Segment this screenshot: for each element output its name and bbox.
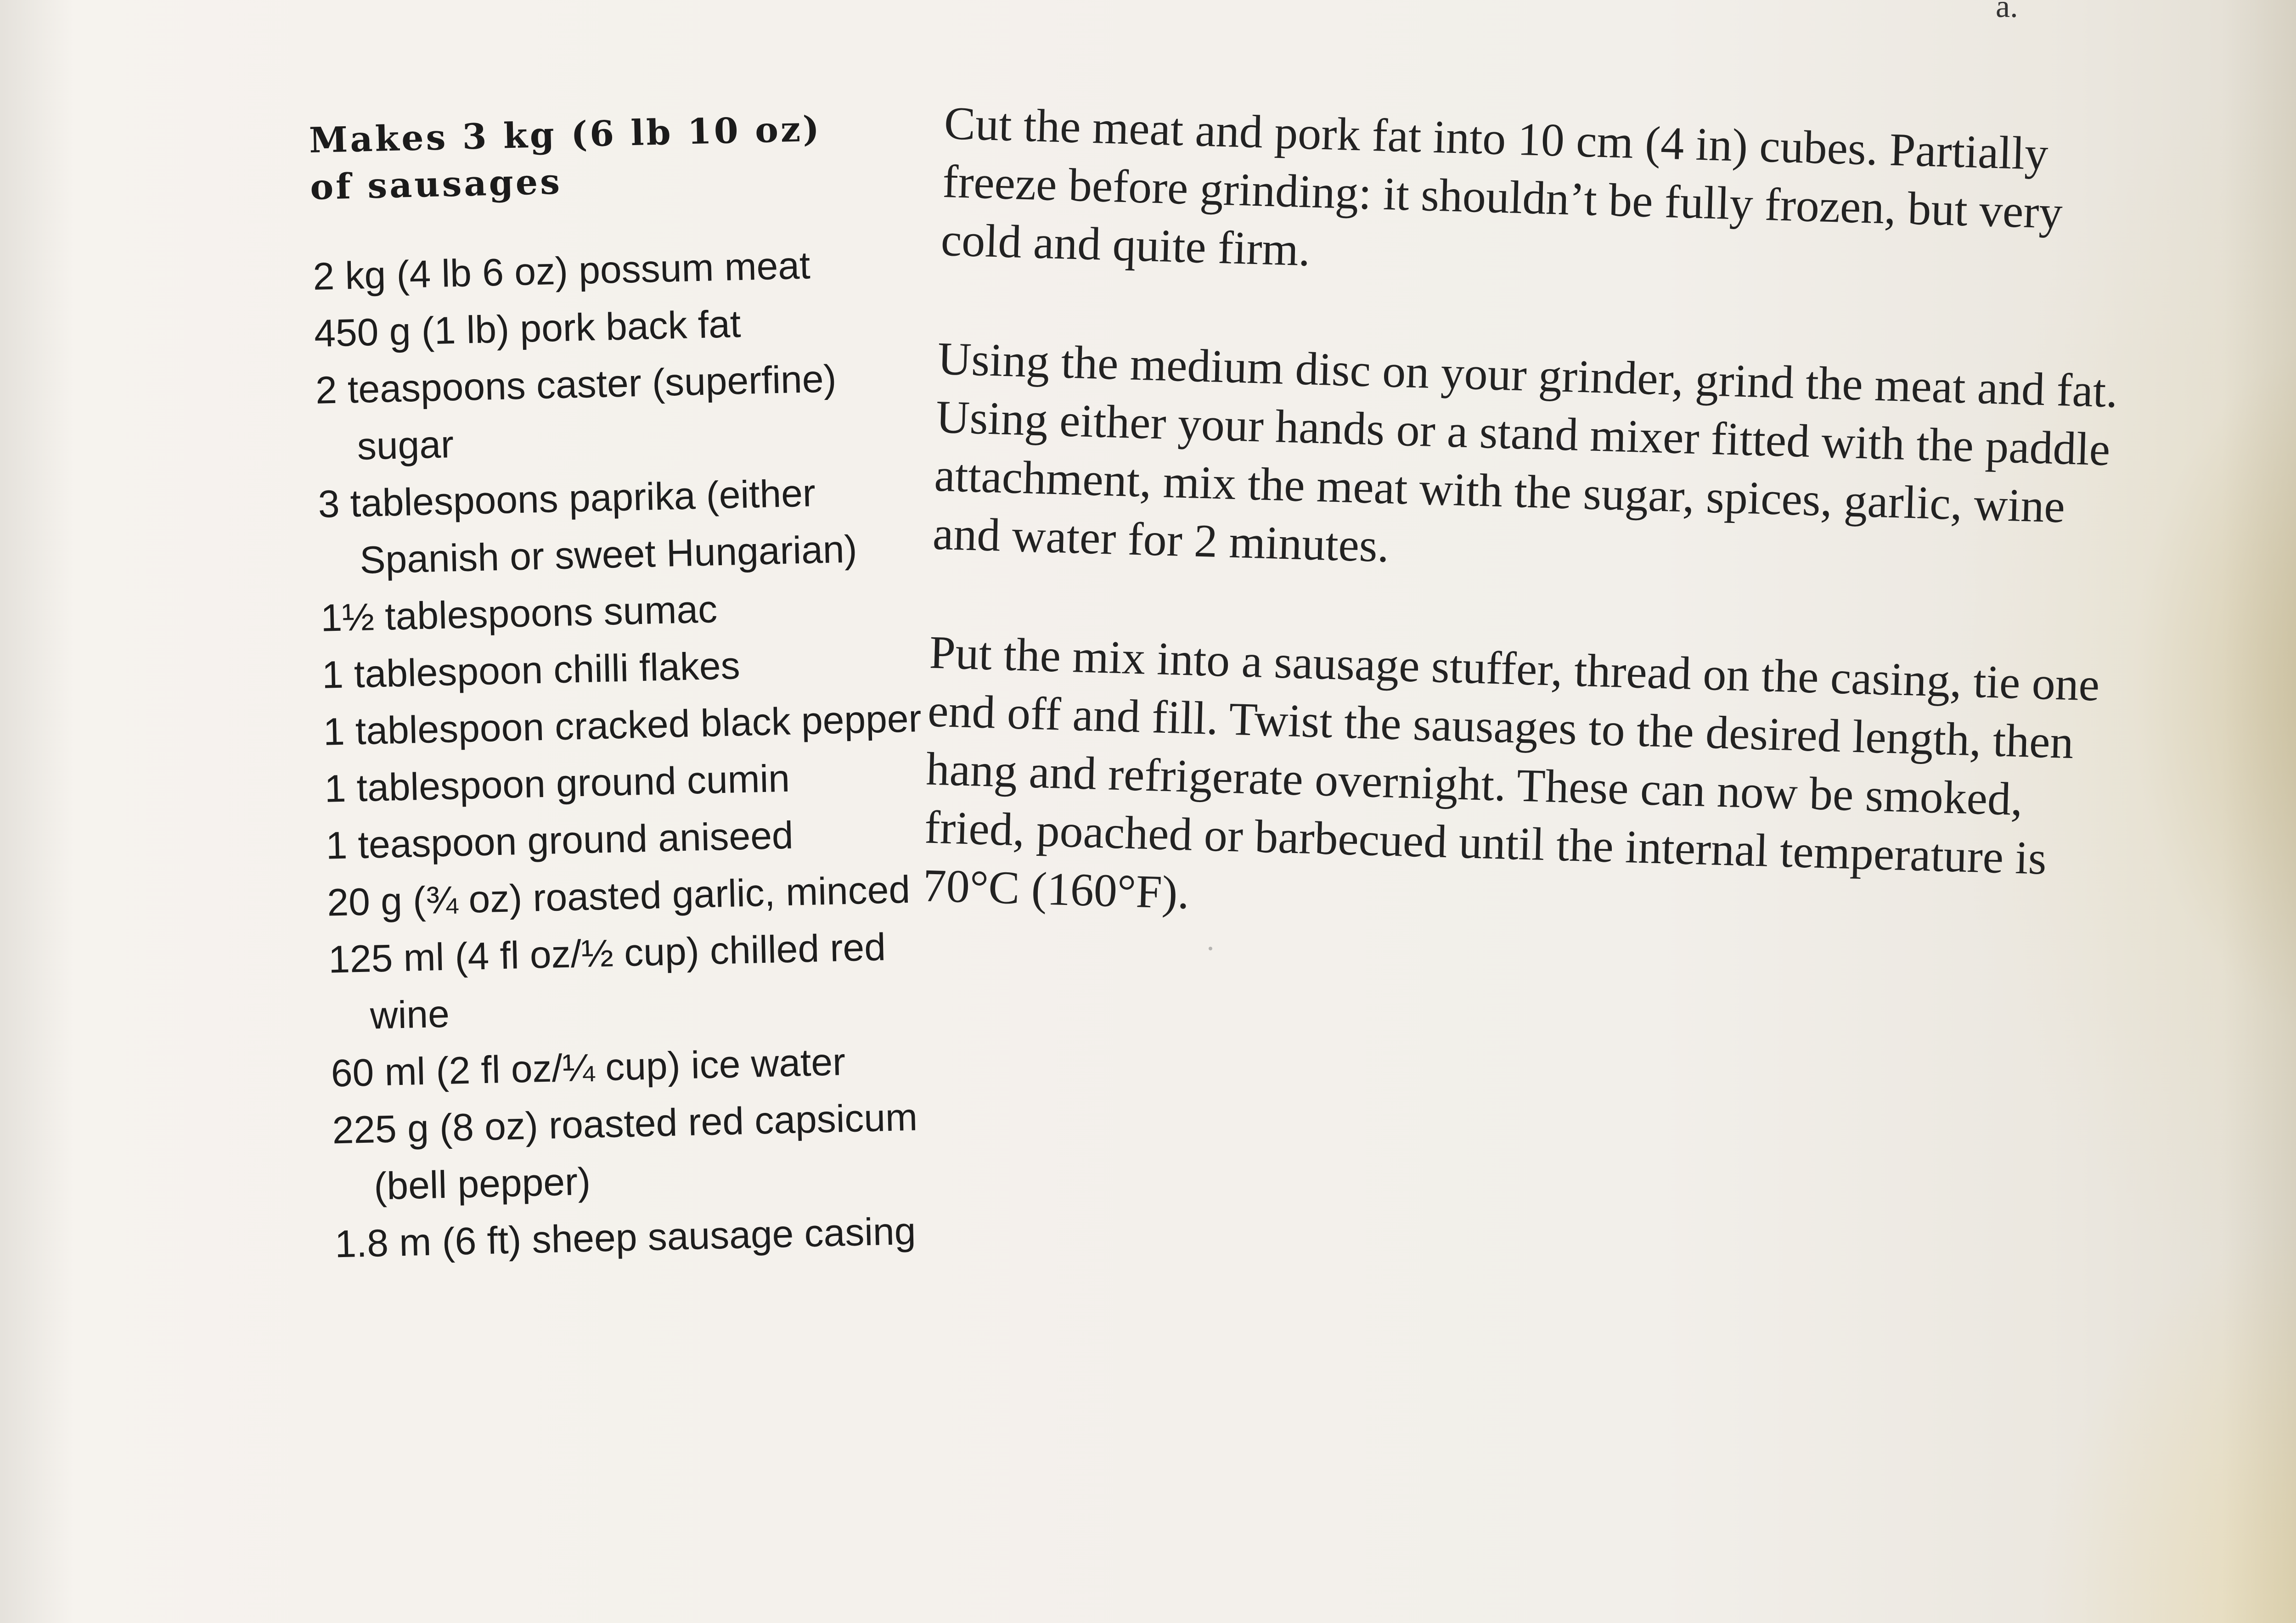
recipe-yield-line-2: of sausages <box>310 161 563 208</box>
ingredient-item: 60 ml (2 fl oz/¼ cup) ice water <box>330 1040 846 1095</box>
page-shadow-left <box>0 0 73 1623</box>
page-shadow-right <box>2222 0 2296 1623</box>
method-paragraph-2: Using the medium disc on your grinder, grind the meat and fat. Using either your hands or a stand mixer fitted with the paddle attachment, mix the meat with the sugar, spices, garlic, wine and water for 2 minutes. <box>932 332 2119 573</box>
ingredient-item: 1 tablespoon chilli flakes <box>321 644 741 696</box>
ingredient-item: 1 tablespoon ground cumin <box>324 756 790 810</box>
ingredient-item: 1½ tablespoons sumac <box>320 587 718 640</box>
ingredient-item: 1 tablespoon cracked black pepper <box>322 696 922 753</box>
method-paragraph-3: Put the mix into a sausage stuffer, thread on the casing, tie one end off and fill. Twist the sausages to the desired length, then hang and refrigerate overnight. These can now be smoked, fried, poached or barbecued until the internal temperature is 70°C (160°F). <box>922 626 2100 919</box>
ingredient-item: 2 teaspoons caster (superfine) sugar <box>315 357 837 468</box>
ingredient-item: 3 tablespoons paprika (either Spanish or sweet Hungarian) <box>317 471 858 582</box>
ingredient-item: 1 teaspoon ground aniseed <box>325 813 794 867</box>
method-paragraph-1: Cut the meat and pork fat into 10 cm (4 in) cubes. Partially freeze before grinding: it shouldn’t be fully frozen, but very cold and quite firm. <box>940 97 2063 276</box>
recipe-yield-line-1: Makes 3 kg (6 lb 10 oz) <box>309 108 822 161</box>
ingredient-list <box>312 234 951 1273</box>
ingredient-item: 125 ml (4 fl oz/½ cup) chilled red wine <box>328 925 886 1037</box>
ingredient-item: 450 g (1 lb) pork back fat <box>314 302 742 355</box>
ingredient-item: 20 g (¾ oz) roasted garlic, minced <box>326 867 911 924</box>
ingredient-item: 2 kg (4 lb 6 oz) possum meat <box>312 243 811 298</box>
cut-off-text-fragment: a. <box>1996 0 2018 24</box>
method-steps <box>920 94 2148 1009</box>
recipe-yield <box>309 106 823 211</box>
ingredient-item: 1.8 m (6 ft) sheep sausage casing <box>334 1209 917 1266</box>
paper-speck <box>1209 947 1212 950</box>
ingredient-item: 225 g (8 oz) roasted red capsicum (bell pepper) <box>332 1095 918 1208</box>
